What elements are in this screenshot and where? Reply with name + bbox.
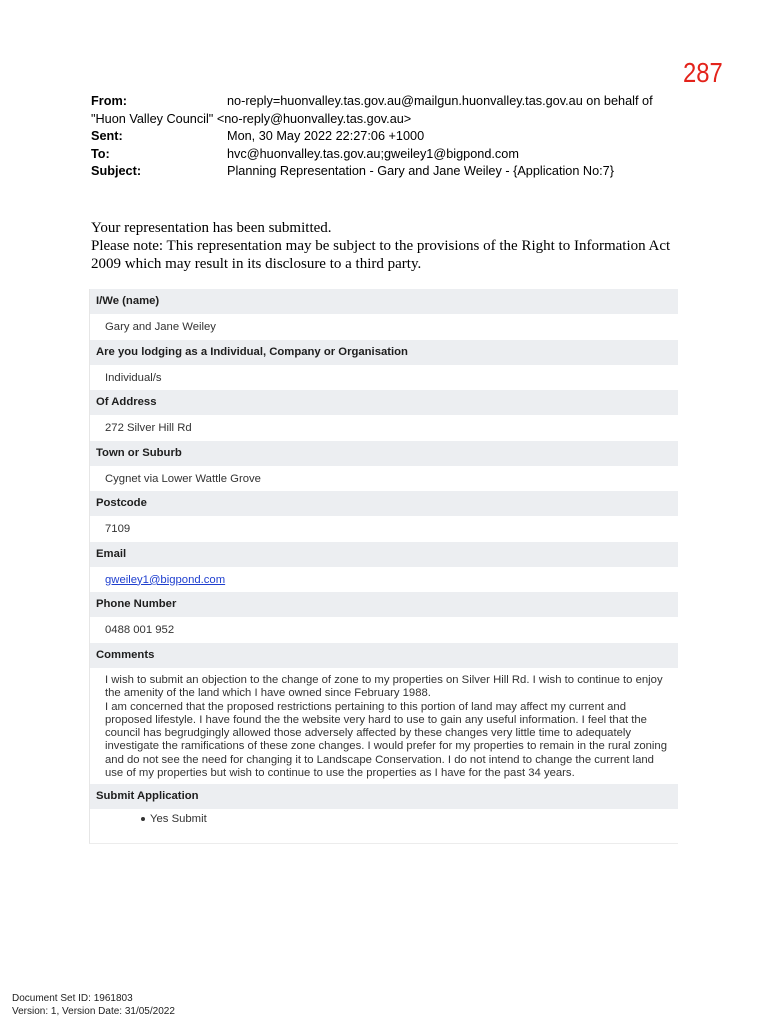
- from-value: no-reply=huonvalley.tas.gov.au@mailgun.huonvalley.tas.gov.au on behalf of "Huon Valley Council" <no-reply@huonvalley.tas.gov.au>: [91, 94, 653, 126]
- email-link[interactable]: gweiley1@bigpond.com: [105, 573, 226, 586]
- from-label: From:: [91, 94, 127, 108]
- comment-line: and do not see the need for changing it to Landscape Conservation. I do not intend to change the current land: [105, 753, 654, 766]
- field-label-submit-application: Submit Application: [90, 784, 678, 809]
- sent-value: Mon, 30 May 2022 22:27:06 +1000: [227, 129, 425, 143]
- field-value-phone: 0488 001 952: [105, 624, 175, 637]
- field-value-town: Cygnet via Lower Wattle Grove: [105, 472, 261, 485]
- email-header: [91, 93, 681, 181]
- field-label-email: Email: [90, 542, 678, 567]
- sent-row: [91, 128, 681, 146]
- field-label-town: Town or Suburb: [90, 441, 678, 466]
- subject-row: [91, 163, 681, 181]
- field-value-name: Gary and Jane Weiley: [105, 321, 216, 333]
- confirmation-text: Your representation has been submitted.: [91, 220, 332, 236]
- field-value-lodging-type: Individual/s: [105, 371, 162, 384]
- field-label-name: I/We (name): [90, 289, 678, 314]
- version-info: Version: 1, Version Date: 31/05/2022: [12, 1005, 175, 1017]
- submit-option: [90, 809, 678, 843]
- to-label: To:: [91, 146, 110, 161]
- representation-form: [89, 289, 678, 844]
- subject-label: Subject:: [91, 164, 142, 178]
- comment-line: I wish to submit an objection to the change of zone to my properties on Silver Hill Rd. I wish to continue to enjoy: [105, 673, 663, 686]
- field-label-comments: Comments: [90, 643, 678, 668]
- subject-value: Planning Representation - Gary and Jane Weiley - {Application No:7}: [227, 164, 614, 178]
- submission-message: [91, 219, 691, 273]
- sent-label: Sent:: [91, 129, 123, 143]
- comment-line: council has begrudgingly allowed those adversely affected by these changes very little time to adequately: [105, 727, 632, 740]
- to-value: hvc@huonvalley.tas.gov.au;gweiley1@bigpond.com: [227, 146, 519, 161]
- document-set-id: Document Set ID: 1961803: [12, 992, 133, 1004]
- field-label-postcode: Postcode: [90, 491, 678, 516]
- comment-line: use of my properties but wish to continue to use the properties as I have for the past 34 years.: [105, 767, 575, 780]
- comment-line: investigate the ramifications of these zone changes. I would prefer for my properties to remain in the rural zoning: [105, 740, 667, 753]
- rti-note-text: Please note: This representation may be subject to the provisions of the Right to Information Act 2009 which may result in its disclosure to a third party.: [91, 238, 671, 272]
- field-label-phone: Phone Number: [90, 592, 678, 617]
- comment-line: I am concerned that the proposed restrictions pertaining to this portion of land may affect my current and: [105, 700, 626, 713]
- bullet-icon: [141, 817, 145, 821]
- to-row: [91, 146, 681, 164]
- page-number: 287: [683, 57, 723, 88]
- document-footer: [12, 992, 175, 1018]
- from-row: [91, 93, 681, 128]
- comment-line: the amenity of the land which I have owned since February 1988.: [105, 687, 431, 700]
- field-value-address: 272 Silver Hill Rd: [105, 422, 192, 435]
- field-value-postcode: 7109: [105, 523, 131, 536]
- field-value-comments: [90, 668, 678, 784]
- field-label-address: Of Address: [90, 390, 678, 415]
- submit-option-label: Yes Submit: [150, 813, 207, 826]
- comment-line: proposed lifestyle. I have found the the website very hard to use to gain any useful information. I feel that the: [105, 713, 647, 726]
- field-label-lodging-type: Are you lodging as a Individual, Company or Organisation: [90, 340, 678, 365]
- field-value-email: [90, 567, 678, 593]
